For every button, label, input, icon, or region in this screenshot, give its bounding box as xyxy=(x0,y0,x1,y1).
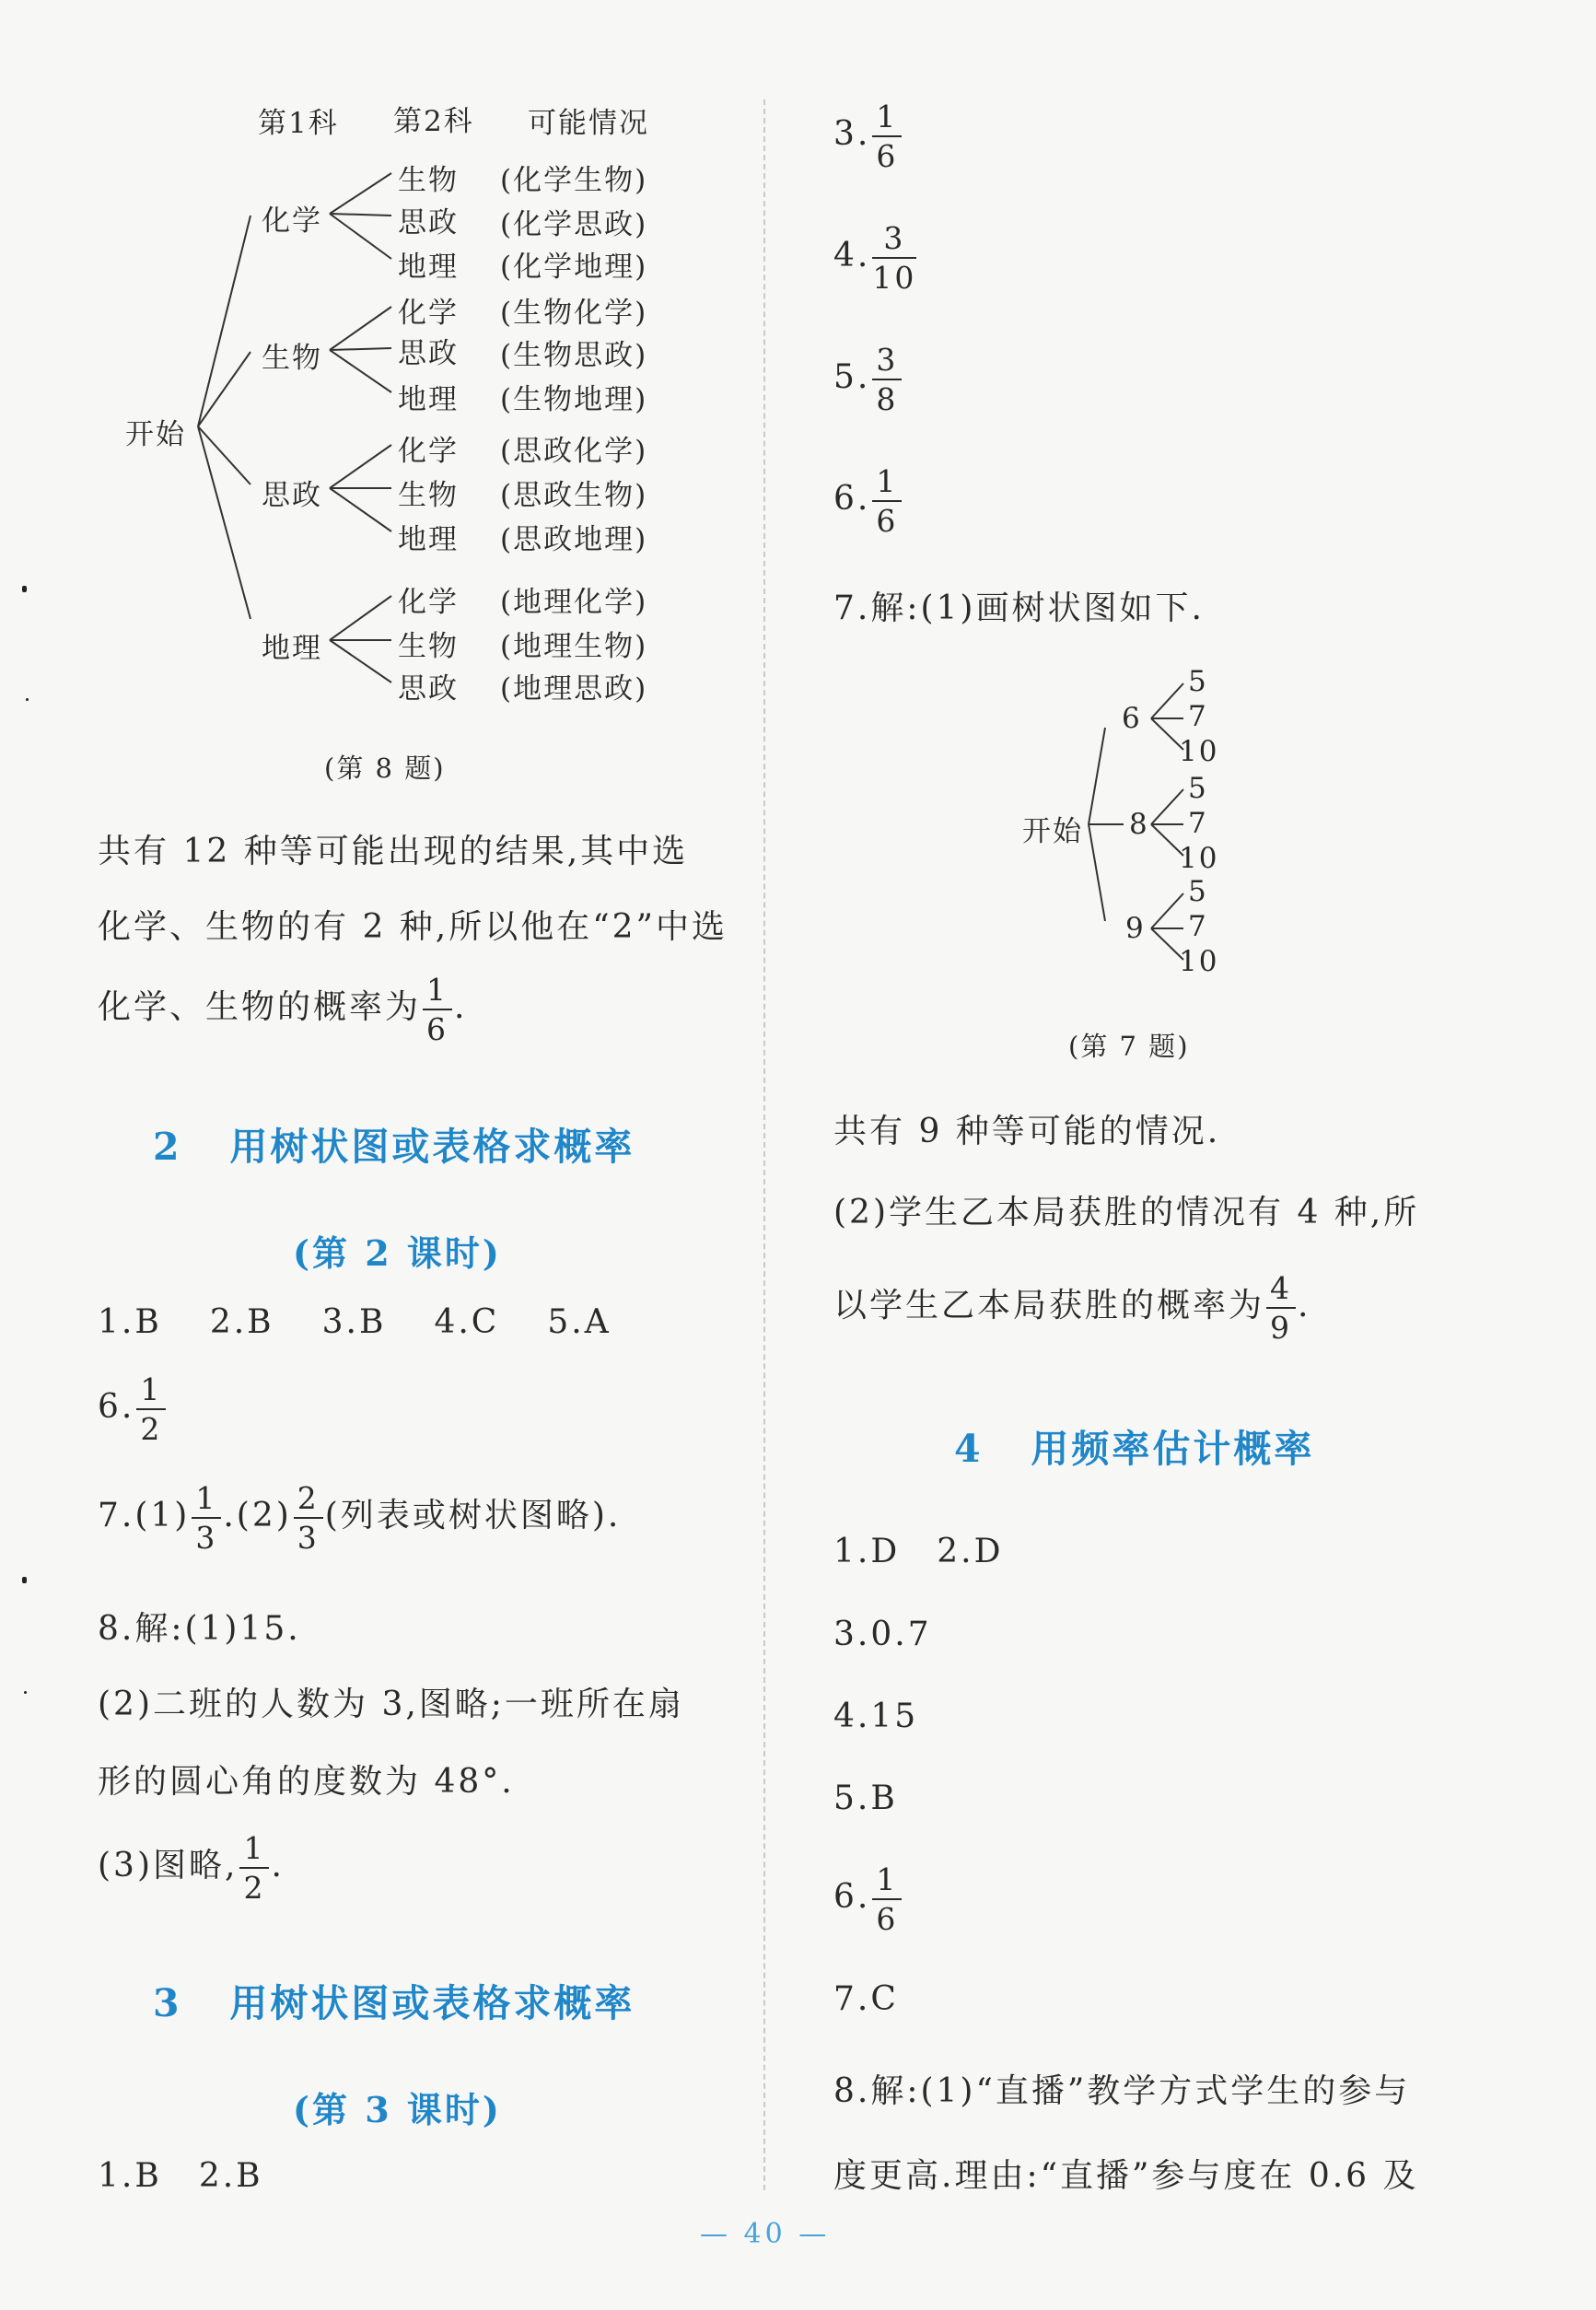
tree-outcome: (思政地理) xyxy=(500,523,648,556)
section-4-answer-3: 3.0.7 xyxy=(833,1616,932,1653)
answers-line: 1.B 2.B 3.B 4.C 5.A xyxy=(98,1303,612,1341)
q7-tree-node: 8 xyxy=(1129,808,1149,841)
fraction: $\frac{1}{2}$ xyxy=(239,1833,269,1903)
q7-tree-leaf: 10 xyxy=(1179,842,1219,875)
left-para-3: 化学、生物的概率为 $\frac{1}{6}$ . xyxy=(98,972,468,1047)
q7-tree-node: 9 xyxy=(1125,912,1146,945)
fraction: $\frac{1}{6}$ xyxy=(872,1864,902,1934)
answer-6: 6. $\frac{1}{2}$ xyxy=(98,1374,168,1444)
q7-tree-leaf: 7 xyxy=(1188,910,1208,943)
q7-tree-leaf: 5 xyxy=(1188,665,1208,698)
right-answer-4: 4. $\frac{3}{10}$ xyxy=(833,220,917,296)
section-4-answer-6: 6. $\frac{1}{6}$ xyxy=(833,1864,903,1934)
fraction: $\frac{2}{3}$ xyxy=(294,1483,323,1553)
section-3-heading: 3 用树状图或表格求概率 xyxy=(153,1981,635,2025)
tree-subject-4: 地理 xyxy=(262,632,322,665)
fraction: $\frac{3}{10}$ xyxy=(872,220,917,296)
right-answer-6: 6. $\frac{1}{6}$ xyxy=(833,466,903,536)
section-4-answer-7: 7.C xyxy=(833,1980,899,2018)
tree-header-first: 第1科 xyxy=(258,107,339,140)
scan-speck xyxy=(22,1577,27,1583)
fraction: $\frac{1}{6}$ xyxy=(872,466,902,536)
tree-second: 生物 xyxy=(398,479,459,512)
q8-caption: (第 8 题) xyxy=(324,752,446,784)
right-q7-intro: 7.解:(1)画树状图如下. xyxy=(833,589,1205,627)
tree-outcome: (思政生物) xyxy=(500,479,648,512)
q7-tree-leaf: 7 xyxy=(1188,807,1208,840)
tree-outcome: (生物化学) xyxy=(500,297,648,330)
tree-subject-3: 思政 xyxy=(262,479,322,512)
tree-second: 思政 xyxy=(398,206,459,239)
tree-outcome: (化学地理) xyxy=(500,251,648,284)
section-4-heading: 4 用频率估计概率 xyxy=(954,1427,1315,1471)
q7-tree-leaf: 5 xyxy=(1188,772,1208,805)
right-answer-5: 5. $\frac{3}{8}$ xyxy=(833,344,903,414)
tree-second: 地理 xyxy=(398,251,459,284)
right-q7-line-1: 共有 9 种等可能的情况. xyxy=(833,1113,1221,1150)
answer-8-line-2: (2)二班的人数为 3,图略;一班所在扇 xyxy=(98,1686,684,1723)
tree-second: 思政 xyxy=(398,672,459,706)
tree-outcome: (地理生物) xyxy=(500,630,648,663)
section-4-answers-1-2: 1.D 2.D xyxy=(833,1533,1004,1570)
q7-caption: (第 7 题) xyxy=(1068,1031,1190,1062)
q7-tree-start: 开始 xyxy=(1022,815,1083,848)
section-4-answer-5: 5.B xyxy=(833,1779,898,1817)
answer-8-line-1: 8.解:(1)15. xyxy=(98,1610,301,1648)
right-answer-3: 3. $\frac{1}{6}$ xyxy=(833,101,903,171)
tree-second: 生物 xyxy=(398,630,459,663)
tree-second: 化学 xyxy=(398,586,459,619)
page-number: — 40 — xyxy=(700,2218,831,2250)
section-3-answers: 1.B 2.B xyxy=(98,2157,263,2195)
scan-speck xyxy=(26,698,29,701)
tree-subject-2: 生物 xyxy=(262,342,322,375)
answer-7: 7.(1) $\frac{1}{3}$ .(2) $\frac{2}{3}$ (列表或树状图略). xyxy=(98,1480,622,1556)
section-2-subheading: (第 2 课时) xyxy=(293,1232,502,1274)
tree-outcome: (地理思政) xyxy=(500,672,648,706)
tree-second: 地理 xyxy=(398,383,459,416)
right-q7-line-3: 以学生乙本局获胜的概率为 $\frac{4}{9}$ . xyxy=(833,1270,1311,1346)
tree-second: 生物 xyxy=(398,164,459,197)
tree-second: 化学 xyxy=(398,435,459,468)
tree-second: 地理 xyxy=(398,523,459,556)
q7-tree-node: 6 xyxy=(1122,702,1142,735)
fraction: $\frac{3}{8}$ xyxy=(872,344,902,414)
answer-8-line-3: 形的圆心角的度数为 48°. xyxy=(98,1763,515,1801)
right-q7-line-2: (2)学生乙本局获胜的情况有 4 种,所 xyxy=(833,1194,1420,1231)
tree-outcome: (生物地理) xyxy=(500,383,648,416)
q7-tree-leaf: 10 xyxy=(1179,735,1219,768)
tree-header-second: 第2科 xyxy=(393,105,474,138)
q7-tree-leaf: 10 xyxy=(1179,945,1219,978)
fraction: $\frac{1}{6}$ xyxy=(872,101,902,171)
tree-outcome: (化学思政) xyxy=(500,208,648,241)
tree-outcome: (化学生物) xyxy=(500,164,648,197)
fraction: $\frac{1}{3}$ xyxy=(192,1483,221,1553)
tree-outcome: (生物思政) xyxy=(500,339,648,372)
q7-tree-leaf: 5 xyxy=(1188,875,1208,908)
section-4-answer-8-line-2: 度更高.理由:“直播”参与度在 0.6 及 xyxy=(833,2157,1419,2195)
tree-outcome: (思政化学) xyxy=(500,435,648,468)
tree-second: 化学 xyxy=(398,297,459,330)
scan-speck xyxy=(22,586,27,592)
tree-second: 思政 xyxy=(398,337,459,370)
left-para-2: 化学、生物的有 2 种,所以他在“2”中选 xyxy=(98,908,728,946)
tree-header-outcome: 可能情况 xyxy=(528,107,649,140)
tree-start: 开始 xyxy=(125,418,186,451)
section-2-heading: 2 用树状图或表格求概率 xyxy=(153,1125,635,1169)
section-4-answer-8-line-1: 8.解:(1)“直播”教学方式学生的参与 xyxy=(833,2072,1411,2110)
section-3-subheading: (第 3 课时) xyxy=(293,2089,502,2130)
fraction: $\frac{1}{2}$ xyxy=(136,1374,166,1444)
answer-8-line-4: (3)图略, $\frac{1}{2}$ . xyxy=(98,1830,285,1906)
tree-subject-1: 化学 xyxy=(262,204,322,238)
tree-outcome: (地理化学) xyxy=(500,586,648,619)
section-4-answer-4: 4.15 xyxy=(833,1698,919,1735)
fraction: $\frac{1}{6}$ xyxy=(423,974,452,1044)
column-divider xyxy=(763,99,765,2190)
left-para-1: 共有 12 种等可能出现的结果,其中选 xyxy=(98,833,689,870)
q7-tree-leaf: 7 xyxy=(1188,700,1208,733)
fraction: $\frac{4}{9}$ xyxy=(1266,1273,1296,1343)
scan-speck xyxy=(24,1691,27,1694)
